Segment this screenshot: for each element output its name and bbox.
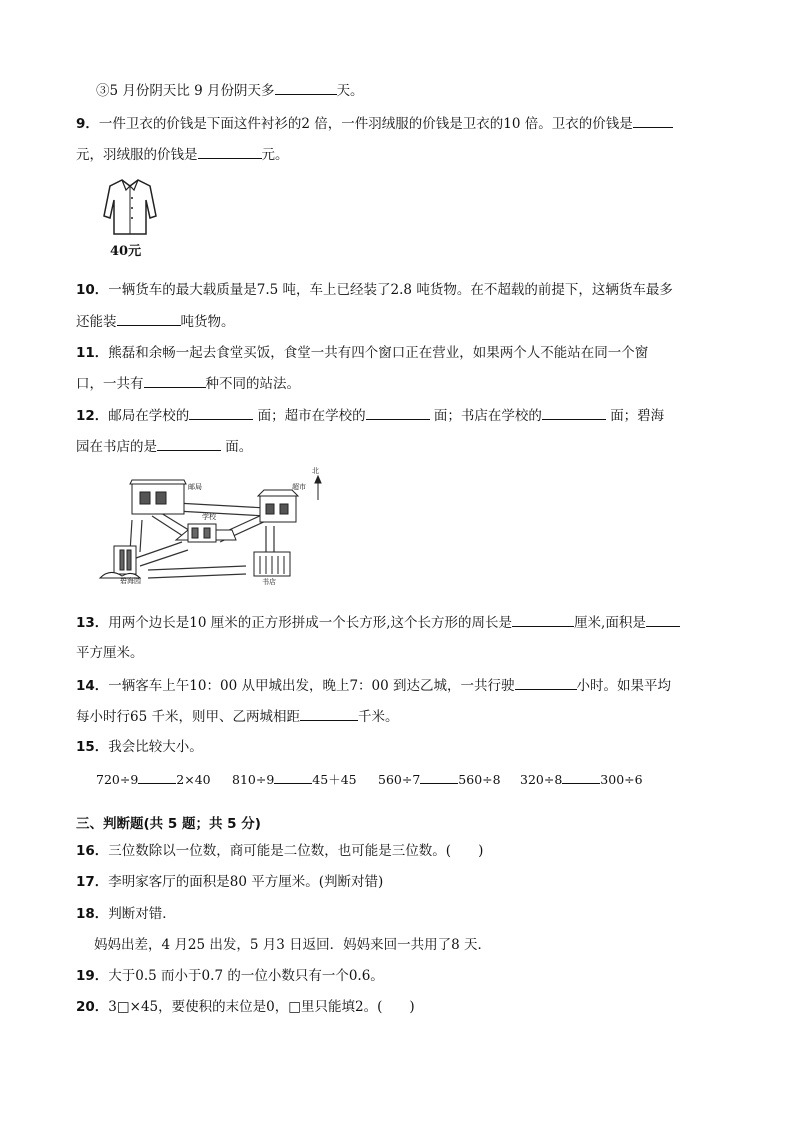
question-16 xyxy=(76,841,483,861)
map-label-bookstore: 书店 xyxy=(262,578,276,586)
question-12 xyxy=(76,405,664,426)
q10-text: 一辆货车的最大载质量是7.5 吨，车上已经装了2.8 吨货物。在不超载的前提下，这辆货车最多 xyxy=(108,282,673,298)
map-label-north: 北 xyxy=(312,467,319,475)
post-office-icon xyxy=(130,480,186,514)
compare-left: 720÷9 xyxy=(96,772,139,787)
supermarket-icon xyxy=(258,490,298,522)
q17-text: 李明家客厅的面积是80 平方厘米。(判断对错) xyxy=(108,874,384,890)
answer-blank[interactable] xyxy=(189,405,253,420)
map-label-garden: 碧海园 xyxy=(120,577,141,585)
q12-text-c: 面；书店在学校的 xyxy=(433,408,542,424)
q14-suffix: 千米。 xyxy=(357,709,399,725)
q13-text2: 平方厘米。 xyxy=(76,645,144,661)
question-18 xyxy=(76,904,176,924)
q14-text-b: 小时。如果平均 xyxy=(576,678,672,694)
compare-right: 300÷6 xyxy=(600,772,643,787)
answer-blank[interactable] xyxy=(366,405,430,420)
q15-text: 我会比较大小。 xyxy=(108,739,203,755)
question-number: 14． xyxy=(76,678,109,694)
garden-icon xyxy=(100,546,140,578)
shirt-icon xyxy=(100,176,160,238)
q10-text2: 还能装 xyxy=(76,314,117,330)
question-13 xyxy=(76,612,680,633)
question-17 xyxy=(76,872,383,892)
q14-text2: 每小时行65 千米，则甲、乙两城相距 xyxy=(76,709,300,725)
answer-blank[interactable] xyxy=(144,373,206,388)
compare-blank[interactable] xyxy=(562,769,600,784)
question-number: 16． xyxy=(76,843,109,859)
q12-text-b: 面；超市在学校的 xyxy=(257,408,366,424)
compare-left: 320÷8 xyxy=(520,772,563,787)
bookstore-icon xyxy=(254,552,290,576)
q11-text: 熊磊和余畅一起去食堂买饭，食堂一共有四个窗口正在营业，如果两个人不能站在同一个窗 xyxy=(108,345,649,361)
answer-blank[interactable] xyxy=(300,706,358,721)
q9-suffix: 元。 xyxy=(261,147,289,163)
question-9-line2 xyxy=(76,144,289,165)
q14-text: 一辆客车上午10：00 从甲城出发，晚上7：00 到达乙城，一共行驶 xyxy=(108,678,515,694)
q18-statement: 妈妈出差，4 月25 出发，5 月3 日返回．妈妈来回一共用了8 天． xyxy=(94,937,491,953)
compare-right: 45＋45 xyxy=(312,772,357,787)
question-13-line2 xyxy=(76,643,144,663)
compare-left: 560÷7 xyxy=(378,772,421,787)
question-15 xyxy=(76,737,203,757)
section-heading: 三、判断题(共 5 题；共 5 分) xyxy=(76,816,261,832)
q19-text: 大于0.5 而小于0.7 的一位小数只有一个0.6。 xyxy=(108,968,384,984)
question-9 xyxy=(76,113,673,134)
q11-suffix: 种不同的站法。 xyxy=(205,376,300,392)
q12-text: 邮局在学校的 xyxy=(108,408,190,424)
answer-blank[interactable] xyxy=(646,612,680,627)
north-arrow-icon xyxy=(315,476,321,500)
q13-text-b: 厘米,面积是 xyxy=(574,615,646,631)
q11-text2: 口，一共有 xyxy=(76,376,144,392)
q16-text: 三位数除以一位数，商可能是二位数，也可能是三位数。( ) xyxy=(108,843,484,859)
compare-blank[interactable] xyxy=(274,769,312,784)
question-19 xyxy=(76,966,384,986)
q12-suffix: 面。 xyxy=(225,439,253,455)
question-number: 15． xyxy=(76,739,109,755)
q12-text2: 园在书店的是 xyxy=(76,439,157,455)
compare-blank[interactable] xyxy=(420,769,458,784)
map-label-supermarket: 超市 xyxy=(292,483,306,491)
question-11-line2 xyxy=(76,373,300,394)
compare-blank[interactable] xyxy=(138,769,176,784)
price-label: 40元 xyxy=(110,244,142,259)
question-12-line2 xyxy=(76,436,252,457)
q12-text-d: 面；碧海 xyxy=(610,408,665,424)
question-number: 19． xyxy=(76,968,109,984)
q8-suffix: 天。 xyxy=(336,83,364,99)
q10-suffix: 吨货物。 xyxy=(180,314,235,330)
question-number: 9． xyxy=(76,116,99,132)
shirt-image xyxy=(100,176,160,262)
answer-blank[interactable] xyxy=(633,113,673,128)
question-number: 13． xyxy=(76,615,109,631)
question-14-line2 xyxy=(76,706,398,727)
question-number: 18． xyxy=(76,906,109,922)
compare-right: 2×40 xyxy=(176,772,211,787)
compare-right: 560÷8 xyxy=(458,772,501,787)
question-20 xyxy=(76,997,415,1017)
answer-blank[interactable] xyxy=(542,405,606,420)
answer-blank[interactable] xyxy=(117,311,181,326)
answer-blank[interactable] xyxy=(512,612,574,627)
compare-item xyxy=(232,769,378,790)
question-14 xyxy=(76,675,671,696)
q8-part3 xyxy=(96,80,364,101)
q9-text: 一件卫衣的价钱是下面这件衬衫的2 倍，一件羽绒服的价钱是卫衣的10 倍。卫衣的价钱是 xyxy=(98,116,633,132)
compare-row xyxy=(96,769,660,790)
location-map xyxy=(96,467,336,588)
compare-left: 810÷9 xyxy=(232,772,275,787)
question-number: 20． xyxy=(76,999,109,1015)
question-number: 12． xyxy=(76,408,109,424)
q13-text: 用两个边长是10 厘米的正方形拼成一个长方形,这个长方形的周长是 xyxy=(108,615,513,631)
question-10-line2 xyxy=(76,311,235,332)
answer-blank[interactable] xyxy=(198,144,262,159)
question-number: 11． xyxy=(76,345,109,361)
answer-blank[interactable] xyxy=(275,80,337,95)
answer-blank[interactable] xyxy=(157,436,221,451)
compare-item xyxy=(378,769,520,790)
map-label-post-office: 邮局 xyxy=(188,483,202,491)
map-label-school: 学校 xyxy=(202,513,216,521)
q18-text: 判断对错． xyxy=(108,906,176,922)
q20-text: 3□×45，要使积的末位是0，□里只能填2。( ) xyxy=(108,999,415,1015)
answer-blank[interactable] xyxy=(515,675,577,690)
q8-text: ③5 月份阴天比 9 月份阴天多 xyxy=(96,83,275,99)
compare-item xyxy=(96,769,232,790)
school-icon xyxy=(176,524,236,542)
question-11 xyxy=(76,343,648,363)
compare-item xyxy=(520,769,660,790)
question-number: 10． xyxy=(76,282,109,298)
q9-text2: 元，羽绒服的价钱是 xyxy=(76,147,198,163)
question-number: 17． xyxy=(76,874,109,890)
question-10 xyxy=(76,280,673,300)
